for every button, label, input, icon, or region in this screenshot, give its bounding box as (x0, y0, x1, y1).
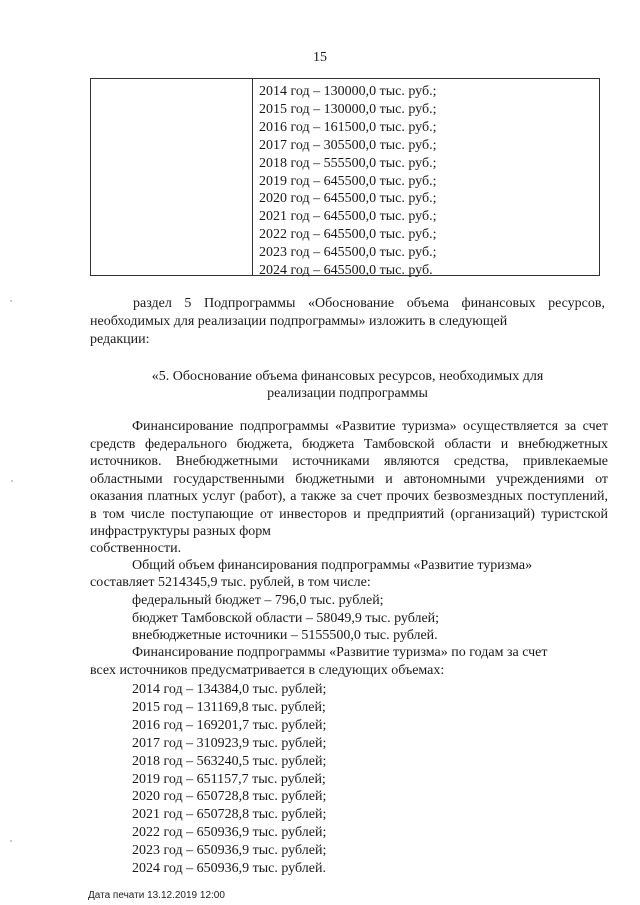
source-item: федеральный бюджет – 796,0 тыс. рублей; (132, 593, 384, 608)
yearly-financing-paragraph-end: всех источников предусматривается в следующих объемах: (90, 663, 445, 678)
scan-speck (10, 840, 12, 842)
table-row: 2023 год – 645500,0 тыс. руб.; (259, 245, 437, 261)
funding-table (90, 78, 600, 279)
source-item: бюджет Тамбовской области – 58049,9 тыс. рублей; (132, 611, 440, 626)
page-number: 15 (313, 50, 327, 65)
financing-paragraph: Финансирование подпрограммы «Развитие туризма» осуществляется за счет средств федерального бюджета, бюджета Тамбовской области и внебюджетных источников. Внебюджетными источниками являются средства, привлекаемые областными государственными бюджетными и автономными учреждениями от оказания платных услуг (работ), а также за счет прочих безвозмездных поступлений, в том числе поступающие от инвесторов и предприятий (организаций) туристской инфраструктуры разных форм (90, 419, 608, 539)
list-item: 2024 год – 650936,9 тыс. рублей. (132, 861, 326, 877)
list-item: 2021 год – 650728,8 тыс. рублей; (132, 807, 327, 823)
table-values-cell (259, 83, 595, 280)
table-row: 2022 год – 645500,0 тыс. руб.; (259, 227, 437, 243)
list-item: 2017 год – 310923,9 тыс. рублей; (132, 735, 327, 751)
table-row: 2020 год – 645500,0 тыс. руб.; (259, 191, 437, 207)
list-item: 2020 год – 650728,8 тыс. рублей; (132, 789, 327, 805)
yearly-financing-paragraph: Финансирование подпрограммы «Развитие туризма» по годам за счет (132, 645, 548, 660)
list-item: 2018 год – 563240,5 тыс. рублей; (132, 753, 327, 769)
table-row: 2016 год – 161500,0 тыс. руб.; (259, 119, 437, 135)
list-item: 2019 год – 651157,7 тыс. рублей; (132, 771, 326, 787)
list-item: 2015 год – 131169,8 тыс. рублей; (132, 699, 326, 715)
table-row: 2014 год – 130000,0 тыс. руб.; (259, 84, 437, 99)
intro-paragraph-end: редакции: (90, 332, 150, 347)
list-item: 2022 год – 650936,9 тыс. рублей; (132, 825, 327, 841)
intro-paragraph: раздел 5 Подпрограммы «Обоснование объема финансовых ресурсов, необходимых для реализации подпрограммы» изложить в следующей (90, 296, 605, 329)
table-row: 2015 год – 130000,0 тыс. руб.; (259, 101, 437, 117)
total-volume-paragraph-end: составляет 5214345,9 тыс. рублей, в том числе: (90, 575, 371, 590)
table-row: 2017 год – 305500,0 тыс. руб.; (259, 137, 437, 153)
financing-paragraph-end: собственности. (90, 541, 182, 556)
list-item: 2016 год – 169201,7 тыс. рублей; (132, 717, 327, 733)
table-row: 2018 год – 555500,0 тыс. руб.; (259, 155, 437, 171)
yearly-list (132, 681, 326, 878)
list-item: 2014 год – 134384,0 тыс. рублей; (132, 682, 327, 697)
total-volume-paragraph: Общий объем финансирования подпрограммы «Развитие туризма» (132, 558, 533, 573)
print-date: Дата печати 13.12.2019 12:00 (88, 890, 225, 901)
table-column-divider (252, 79, 253, 275)
table-row: 2024 год – 645500,0 тыс. руб. (259, 263, 433, 279)
table-row: 2019 год – 645500,0 тыс. руб.; (259, 173, 437, 189)
table-row: 2021 год – 645500,0 тыс. руб.; (259, 209, 437, 225)
section-heading-line2: реализации подпрограммы (267, 386, 428, 401)
scan-speck (11, 480, 13, 482)
source-item: внебюджетные источники – 5155500,0 тыс. рублей. (132, 628, 438, 643)
scan-speck (10, 300, 12, 302)
section-heading-line1: «5. Обоснование объема финансовых ресурсов, необходимых для (151, 369, 544, 384)
list-item: 2023 год – 650936,9 тыс. рублей; (132, 843, 327, 859)
